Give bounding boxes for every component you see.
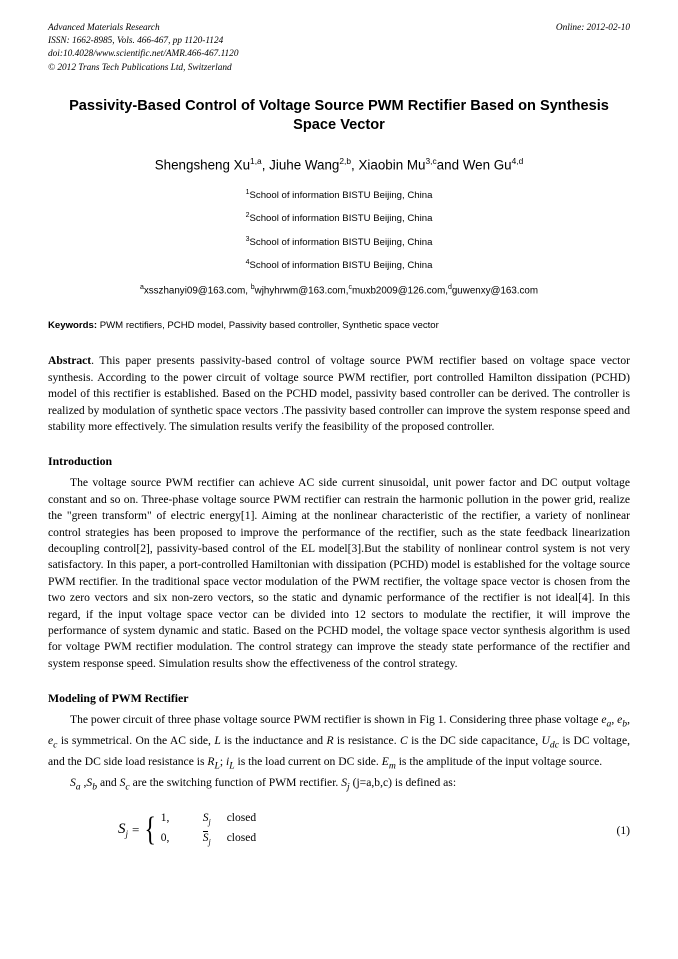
affiliation-text-4: School of information BISTU Beijing, China bbox=[249, 260, 433, 272]
equation-case-2-symbol-letter: S bbox=[202, 832, 209, 845]
affiliation-sup-2: 2 bbox=[245, 212, 250, 220]
online-date bbox=[556, 22, 630, 35]
email-1: xsszhanyi09@163.com, bbox=[143, 285, 249, 297]
equation-case-2-state: closed bbox=[226, 832, 257, 845]
affiliation-1 bbox=[48, 185, 630, 203]
author-sep-2: , bbox=[351, 157, 359, 173]
abstract-block bbox=[48, 353, 630, 435]
affiliation-sup-3: 3 bbox=[245, 235, 250, 243]
keywords-text: PWM rectifiers, PCHD model, Passivity based controller, Synthetic space vector bbox=[97, 320, 439, 332]
page-title: Passivity-Based Control of Voltage Source PWM Rectifier Based on Synthesis Space Vector bbox=[69, 97, 609, 133]
author-name-4: Wen Gu bbox=[462, 157, 512, 173]
equation-cases bbox=[161, 810, 256, 851]
affiliation-4 bbox=[48, 255, 630, 273]
equation-1 bbox=[48, 810, 630, 851]
equation-lhs-subscript: j bbox=[125, 829, 129, 840]
abstract-text: . This paper presents passivity-based control of voltage source PWM rectifier based on voltage space vector synthesis. According to the power circuit of voltage source PWM rectifier, port controlled Hamilton dissipation (PCHD) model of this rectifier is established. Based on the PCHD model, passivity based controller can be derived. The controller is realized by modulation of synthetic space vectors .The passivity based controller can improve the system response speed and stability more effectively. The simulation results verify the feasibility of the proposed controller. bbox=[48, 354, 630, 433]
keywords-label: Keywords: bbox=[48, 320, 98, 332]
equation-lhs-symbol: S bbox=[118, 821, 126, 838]
equation-number: (1) bbox=[616, 823, 630, 837]
equation-case-1 bbox=[161, 810, 256, 830]
issn-line: ISSN: 1662-8985, Vols. 466-467, pp 1120-1124 bbox=[48, 36, 224, 47]
email-sup-2: b bbox=[250, 284, 255, 292]
email-sup-1: a bbox=[139, 284, 144, 292]
equation-case-2-symbol-sub: j bbox=[208, 837, 211, 847]
paragraph-modeling-1: The power circuit of three phase voltage source PWM rectifier is shown in Fig 1. Considering three phase voltage $e_a$, $e_b$, $e_c$ is symmetrical. On the AC side, L is the inductance and R is resistance. C is the DC side capacitance, $U_{dc}$ is DC voltage, and the DC side load resistance is $R_L$; $i_L$ is the load current on DC side. $E_m$ is the amplitude of the input voltage source. bbox=[48, 713, 631, 771]
paragraph-modeling-2: $S_a$ $,S_b$ and $S_c$ are the switching function of PWM rectifier. $S_j$ (j=a,b,c) is defined as: bbox=[70, 776, 457, 793]
author-list bbox=[48, 152, 630, 174]
abstract-label: Abstract bbox=[48, 354, 92, 368]
section-heading-introduction: Introduction bbox=[48, 454, 113, 469]
affiliation-text-2: School of information BISTU Beijing, China bbox=[249, 213, 433, 225]
email-list bbox=[48, 281, 630, 298]
affiliation-sup-1: 1 bbox=[245, 189, 250, 197]
affiliation-list bbox=[48, 185, 630, 273]
journal-info bbox=[48, 22, 238, 75]
author-name-1: Shengsheng Xu bbox=[154, 157, 251, 173]
affiliation-3 bbox=[48, 232, 630, 250]
equation-case-1-value: 1, bbox=[160, 812, 170, 825]
equation-case-1-symbol-sub: j bbox=[208, 817, 211, 827]
equation-case-1-symbol bbox=[187, 810, 227, 830]
paragraph-introduction-1: The voltage source PWM rectifier can achieve AC side current sinusoidal, unit power factor and DC output voltage constant and so on. Three-phase voltage source PWM rectifier can restrain the harmonic pollution in the power grid, realize the "green transform" of electric energy[1]. Aiming at the nonlinear characteristic of the rectifier, a variety of nonlinear control strategies has been proposed to improve the performance of the rectifier, such as the state feedback linearization decoupling control[2], passivity-based control of the EL model[3].But the stability of nonlinear control system is not very satisfactory. In this paper, a port-controlled Hamiltonian with dissipation (PCHD) model is established for the voltage source PWM rectifier. In the traditional space vector modulation of the PWM rectifier, the voltage space vector is chosen from the two zero vectors and six non-zero vectors, so the static and dynamic performance of the rectifier is not ideal[4]. In this regard, if the input voltage space vector can be divided into 12 sectors to modulate the rectifier, it will improve the performance of system dynamic and static. Based on the PCHD model, the voltage space vector synthesis algorithm is used for voltage PWM rectifier modulation. The control strategy can improve the steady state performance of the rectifier and system response speed. Simulation results show the effectiveness of the control strategy. bbox=[48, 476, 630, 670]
author-sup-4: 4,d bbox=[511, 155, 524, 166]
journal-name: Advanced Materials Research bbox=[48, 23, 160, 33]
equation-case-1-symbol-letter: S bbox=[202, 812, 209, 825]
equation-body bbox=[118, 810, 590, 851]
equation-equals: = bbox=[132, 822, 140, 838]
author-sup-2: 2,b bbox=[339, 155, 352, 166]
equation-case-2-value: 0, bbox=[160, 832, 170, 845]
author-name-3: Xiaobin Mu bbox=[358, 157, 426, 173]
doi-line: doi:10.4028/www.scientific.net/AMR.466-467.1120 bbox=[48, 49, 239, 60]
author-sup-3: 3,c bbox=[425, 155, 437, 166]
affiliation-text-3: School of information BISTU Beijing, China bbox=[249, 236, 433, 248]
email-sup-4: d bbox=[447, 284, 452, 292]
author-name-2: Jiuhe Wang bbox=[269, 157, 340, 173]
equation-lhs bbox=[118, 821, 128, 839]
copyright-line: © 2012 Trans Tech Publications Ltd, Switzerland bbox=[48, 62, 232, 73]
email-3: muxb2009@126.com, bbox=[351, 285, 448, 297]
online-date-text: Online: 2012-02-10 bbox=[555, 23, 630, 33]
page-header bbox=[48, 22, 630, 75]
section-heading-modeling: Modeling of PWM Rectifier bbox=[48, 691, 189, 706]
email-4: guwenxy@163.com bbox=[451, 285, 539, 297]
email-sup-3: c bbox=[348, 284, 352, 292]
author-sep-1: , bbox=[261, 157, 270, 173]
author-sep-3: and bbox=[436, 157, 463, 173]
equation-case-2-symbol bbox=[187, 830, 227, 850]
equation-case-2 bbox=[161, 830, 256, 850]
equation-case-1-state: closed bbox=[226, 812, 257, 825]
brace-icon: { bbox=[144, 811, 157, 849]
affiliation-2 bbox=[48, 208, 630, 226]
email-2: wjhyhrwm@163.com, bbox=[254, 285, 349, 297]
affiliation-text-1: School of information BISTU Beijing, China bbox=[249, 190, 433, 202]
author-sup-1: 1,a bbox=[250, 155, 262, 166]
affiliation-sup-4: 4 bbox=[245, 258, 250, 266]
keywords-block bbox=[48, 319, 630, 333]
